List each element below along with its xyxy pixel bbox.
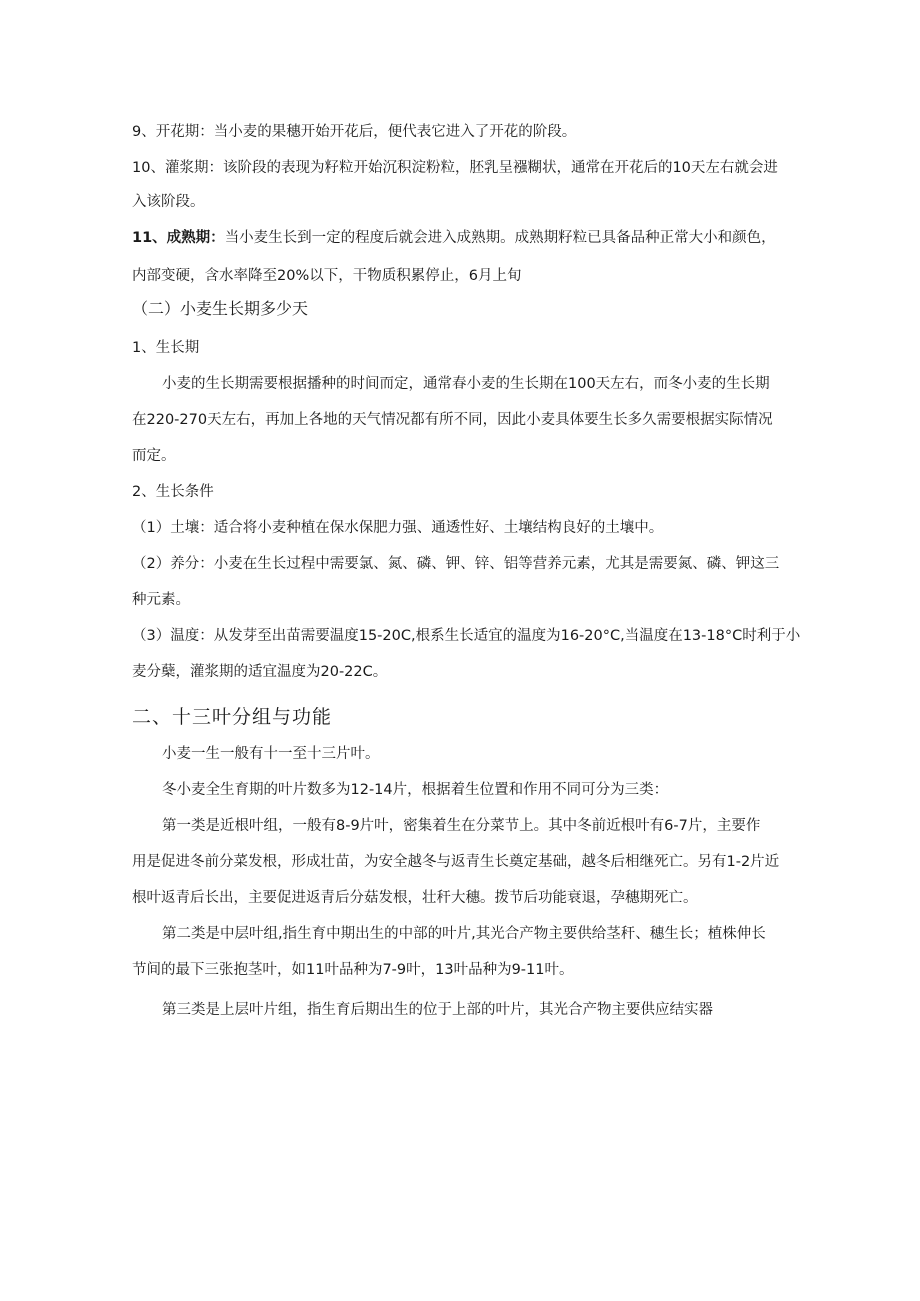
growth-paragraph-line-2: 在220-270天左右，再加上各地的天气情况都有所不同，因此小麦具体要生长多久需要根据实际情况 (132, 412, 773, 428)
growth-period-heading: （二）小麦生长期多少天 (132, 299, 309, 318)
growth-subheading-2: 2、生长条件 (132, 484, 214, 500)
stage-9-line: 9、开花期：当小麦的果穗开始开花后，便代表它进入了开花的阶段。 (132, 124, 577, 140)
leaves-paragraph-3-line-1: 第一类是近根叶组，一般有8-9片叶，密集着生在分菜节上。其中冬前近根叶有6-7片，主要作 (162, 818, 761, 834)
leaves-paragraph-4-line-2: 节间的最下三张抱茎叶，如11叶品种为7-9叶，13叶品种为9-11叶。 (132, 962, 574, 978)
growth-paragraph-line-1: 小麦的生长期需要根据播种的时间而定，通常春小麦的生长期在100天左右，而冬小麦的生长期 (162, 376, 770, 392)
leaves-paragraph-3-line-2: 用是促进冬前分菜发根，形成壮苗，为安全越冬与返青生长奠定基础，越冬后相继死亡。另有1-2片近 (132, 854, 780, 870)
leaves-paragraph-3-line-3: 根叶返青后长出，主要促进返青后分菇发根，壮秆大穗。拨节后功能衰退，孕穗期死亡。 (132, 890, 698, 906)
stage-11-line-1 (132, 228, 776, 248)
leaves-section-heading: 二、十三叶分组与功能 (132, 706, 333, 728)
leaves-paragraph-4-line-1: 第二类是中层叶组,指生育中期出生的中部的叶片,其光合产物主要供给茎秆、穗生长；植株伸长 (162, 926, 766, 942)
stage-11-line-2: 内部变硬，含水率降至20%以下，干物质积累停止，6月上旬 (132, 268, 522, 284)
leaves-paragraph-1: 小麦一生一般有十一至十三片叶。 (162, 746, 380, 762)
stage-10-line-2: 入该阶段。 (132, 194, 205, 210)
leaves-paragraph-5: 第三类是上层叶片组，指生育后期出生的位于上部的叶片，其光合产物主要供应结实器 (162, 1002, 713, 1018)
condition-nutrient-line-1: （2）养分：小麦在生长过程中需要氯、氮、磷、钾、锌、铝等营养元素，尤其是需要氮、磷、钾这三 (132, 556, 780, 572)
stage-10-line-1: 10、灌浆期：该阶段的表现为籽粒开始沉积淀粉粒，胚乳呈襁糊状，通常在开花后的10天左右就会进 (132, 160, 778, 176)
stage-11-text: 当小麦生长到一定的程度后就会进入成熟期。成熟期籽粒已具备品种正常大小和颜色， (224, 230, 776, 246)
stage-11-label: 11、成熟期： (132, 230, 225, 246)
leaves-paragraph-2: 冬小麦全生育期的叶片数多为12-14片，根据着生位置和作用不同可分为三类： (162, 782, 669, 798)
condition-nutrient-line-2: 种元素。 (132, 592, 190, 608)
condition-temperature-line-2: 麦分蘖，灌浆期的适宜温度为20-22C。 (132, 664, 388, 680)
condition-soil: （1）土壤：适合将小麦种植在保水保肥力强、通透性好、土壤结构良好的土壤中。 (132, 520, 664, 536)
condition-temperature-line-1: （3）温度：从发芽至出苗需要温度15-20C,根系生长适宜的温度为16-20°C,当温度在13-18°C时利于小 (132, 628, 801, 644)
growth-subheading-1: 1、生长期 (132, 340, 200, 356)
growth-paragraph-line-3: 而定。 (132, 448, 176, 464)
